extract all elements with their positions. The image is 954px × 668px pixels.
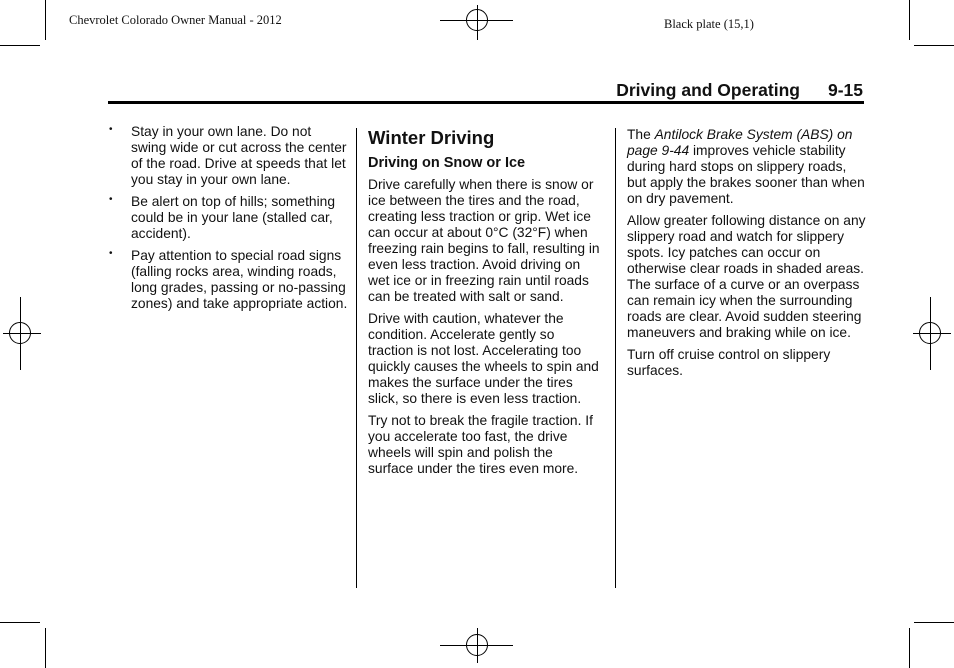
paragraph: Try not to break the fragile traction. If you accelerate too fast, the drive wheels will spin and polish the surface under the tires even more. bbox=[368, 413, 593, 476]
paragraph: Turn off cruise control on slippery surfaces. bbox=[627, 347, 831, 378]
section-name: Driving and Operating bbox=[616, 80, 800, 100]
plate-label: Black plate (15,1) bbox=[664, 17, 754, 31]
crop-mark bbox=[914, 45, 954, 46]
section-title-winter-driving: Winter Driving bbox=[368, 127, 495, 148]
page-number: 9-15 bbox=[827, 80, 863, 100]
subsection-title: Driving on Snow or Ice bbox=[368, 155, 526, 171]
list-item bbox=[108, 248, 348, 312]
paragraph: The Antilock Brake System (ABS) on page 9-44 improves vehicle stability during hard stops on slippery roads, but apply the brakes sooner than when on dry pavement. bbox=[627, 127, 865, 206]
paragraph: Drive carefully when there is snow or ice between the tires and the road, creating less traction or grip. Wet ice can occur at about 0°C (32°F) when freezing rain begins to fall, resulting in even less traction. Avoid driving on wet ice or in freezing rain until roads can be treated with salt or sand. bbox=[368, 177, 600, 304]
crop-mark bbox=[0, 622, 40, 623]
column-divider bbox=[615, 128, 616, 588]
bullet-text: Be alert on top of hills; something could be in your lane (stalled car, accident). bbox=[131, 194, 336, 241]
header-rule bbox=[108, 101, 864, 104]
bullet-icon: • bbox=[109, 194, 113, 205]
crop-mark bbox=[45, 628, 46, 668]
crop-mark bbox=[914, 622, 954, 623]
bullet-icon: • bbox=[109, 124, 113, 135]
bullet-text: Stay in your own lane. Do not swing wide or cut across the center of the road. Drive at speeds that let you stay in your own lane. bbox=[131, 124, 347, 187]
bullet-icon: • bbox=[109, 248, 113, 259]
right-column bbox=[627, 127, 867, 385]
paragraph: Allow greater following distance on any slippery road and watch for slippery spots. Icy patches can occur on otherwise clear roads in shaded areas. The surface of a curve or an overpass can remain icy when the surrounding roads are clear. Avoid sudden steering maneuvers and braking while on ice. bbox=[627, 213, 866, 340]
paragraph: Drive with caution, whatever the condition. Accelerate gently so traction is not lost. Accelerating too quickly causes the wheels to spin and makes the surface under the tires slick, so there is even less traction. bbox=[368, 311, 599, 406]
section-heading bbox=[616, 80, 863, 101]
bullet-text: Pay attention to special road signs (falling rocks area, winding roads, long grades, passing or no-passing zones) and take appropriate action. bbox=[131, 248, 348, 311]
crop-mark bbox=[0, 45, 40, 46]
crop-mark bbox=[909, 0, 910, 40]
column-divider bbox=[356, 128, 357, 588]
crop-mark bbox=[45, 0, 46, 40]
middle-column bbox=[368, 127, 600, 483]
list-item bbox=[108, 194, 348, 242]
left-column bbox=[108, 124, 348, 318]
abs-cross-reference-link[interactable]: Antilock Brake System (ABS) on page 9-44 bbox=[627, 127, 853, 158]
crop-mark bbox=[909, 628, 910, 668]
manual-title: Chevrolet Colorado Owner Manual - 2012 bbox=[69, 13, 282, 27]
bullet-list bbox=[108, 124, 348, 312]
list-item bbox=[108, 124, 348, 188]
